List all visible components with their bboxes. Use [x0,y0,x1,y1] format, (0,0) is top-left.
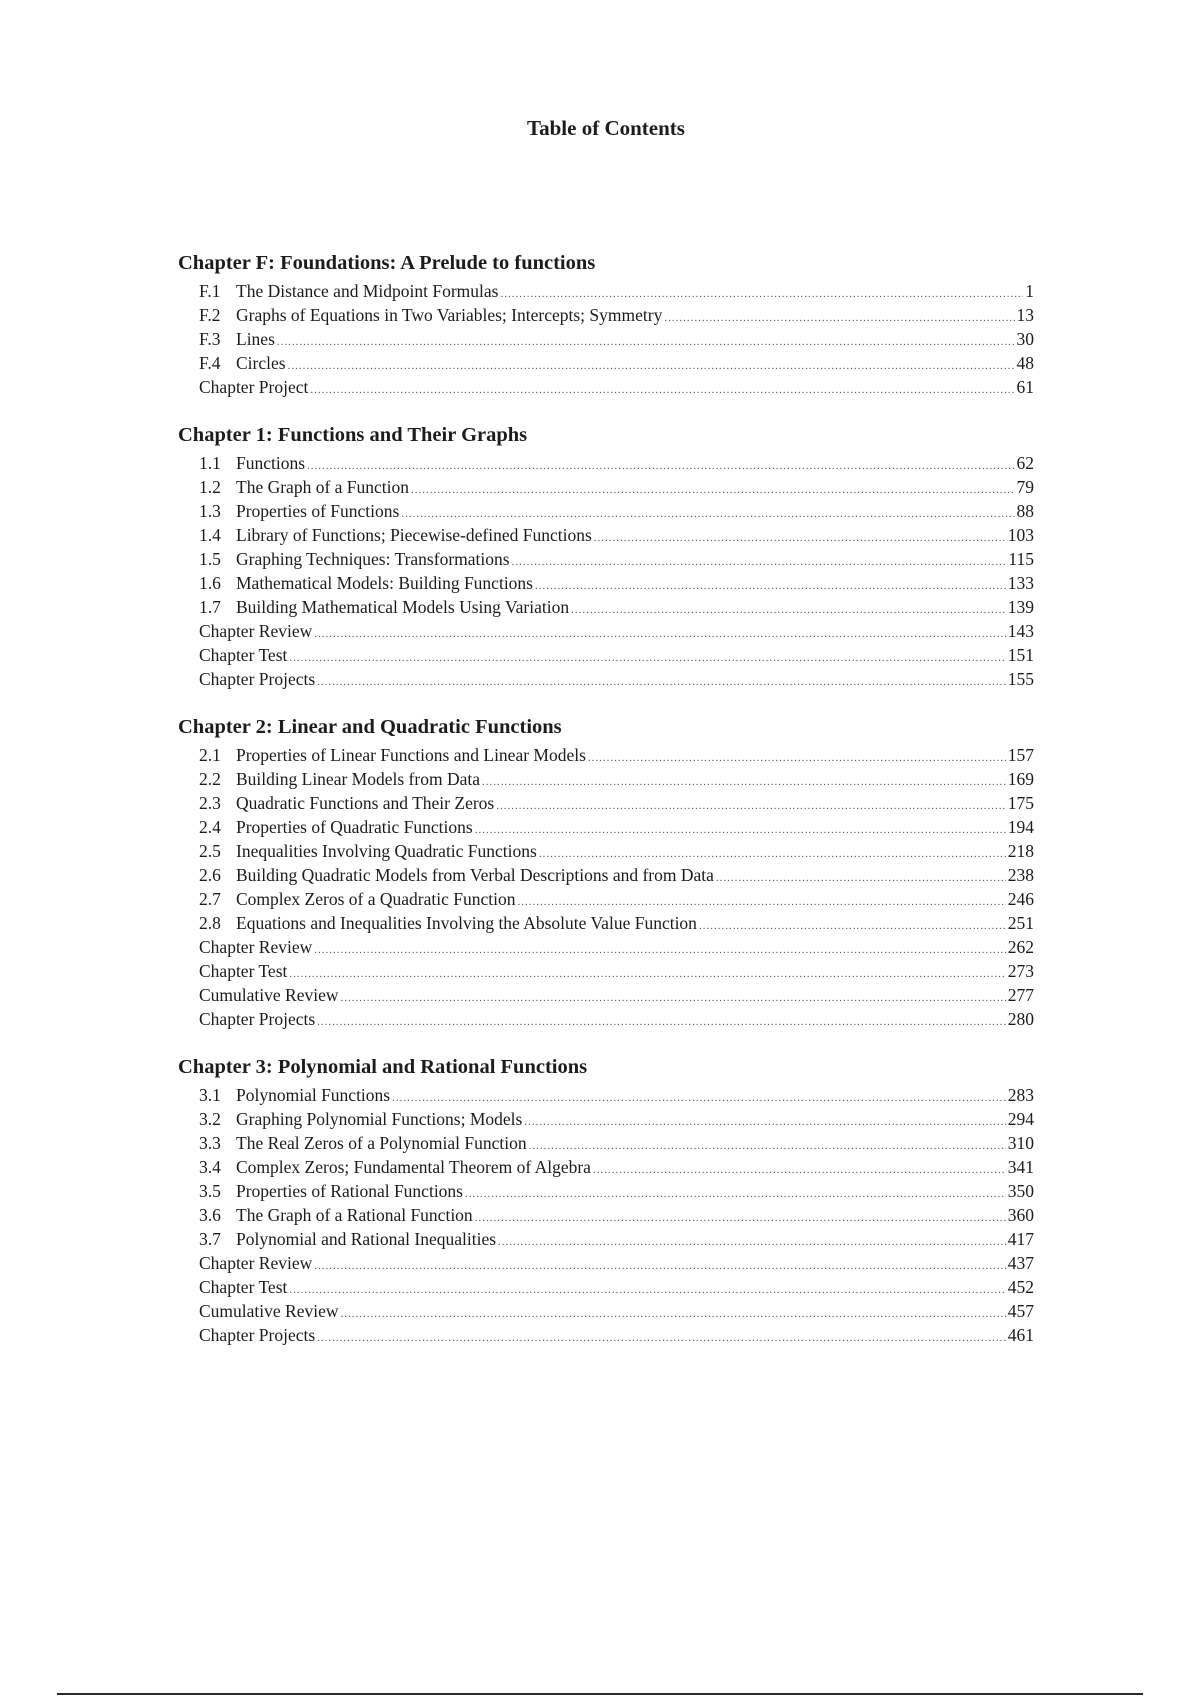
toc-entry[interactable] [178,1203,1034,1227]
page-number: 283 [1007,1085,1034,1105]
dot-leader [317,1326,1006,1350]
page-number: 88 [1016,501,1034,521]
dot-leader [529,1134,1006,1158]
page-number: 280 [1007,1009,1034,1029]
toc-entry[interactable] [178,1323,1034,1347]
section-number: 1.4 [199,525,221,545]
dot-leader [699,914,1006,938]
dot-leader [341,1302,1006,1326]
toc-entry[interactable] [178,791,1034,815]
section-title: Chapter Review [199,621,313,641]
chapter-section [178,249,1034,399]
section-title: Lines [236,329,275,349]
section-title: Polynomial and Rational Inequalities [236,1229,497,1249]
chapter-heading: Chapter 3: Polynomial and Rational Functions [178,1056,588,1078]
page-number: 157 [1007,745,1034,765]
section-title: Graphs of Equations in Two Variables; Intercepts; Symmetry [236,305,663,325]
page-number: 115 [1008,549,1034,569]
toc-entry[interactable] [178,499,1034,523]
dot-leader [307,454,1014,478]
section-number: 1.2 [199,477,221,497]
toc-entry[interactable] [178,327,1034,351]
dot-leader [465,1182,1006,1206]
page-number: 294 [1007,1109,1034,1129]
page-number: 30 [1016,329,1034,349]
page-number: 452 [1007,1277,1034,1297]
toc-entry[interactable] [178,1007,1034,1031]
section-title: Inequalities Involving Quadratic Functions [236,841,537,861]
toc-entry[interactable] [178,863,1034,887]
page-number: 246 [1007,889,1034,909]
page-number: 262 [1007,937,1034,957]
dot-leader [314,938,1006,962]
toc-entry[interactable] [178,1131,1034,1155]
toc-entry[interactable] [178,667,1034,691]
page-number: 143 [1007,621,1034,641]
section-number: 3.7 [199,1229,221,1249]
section-title: Circles [236,353,286,373]
section-number: 1.3 [199,501,221,521]
dot-leader [289,962,1005,986]
chapter-section [178,1053,1034,1347]
section-number: 3.3 [199,1133,221,1153]
dot-leader [716,866,1006,890]
page-number: 103 [1007,525,1034,545]
chapter-heading: Chapter 2: Linear and Quadratic Functions [178,716,562,738]
section-title: Complex Zeros of a Quadratic Function [236,889,516,909]
toc-entry[interactable] [178,1179,1034,1203]
section-title: Properties of Rational Functions [236,1181,463,1201]
page-number: 417 [1007,1229,1034,1249]
dot-leader [498,1230,1006,1254]
section-number: 1.7 [199,597,221,617]
section-number: 3.2 [199,1109,221,1129]
section-number: F.4 [199,353,221,373]
section-number: 2.3 [199,793,221,813]
toc-entry[interactable] [178,959,1034,983]
toc-entry[interactable] [178,743,1034,767]
section-title: Properties of Linear Functions and Linear Models [236,745,586,765]
section-number: 2.8 [199,913,221,933]
toc-entry[interactable] [178,911,1034,935]
section-title: Functions [236,453,306,473]
section-number: 1.5 [199,549,221,569]
toc-entry[interactable] [178,643,1034,667]
section-title: Building Quadratic Models from Verbal Descriptions and from Data [236,865,714,885]
toc-entry[interactable] [178,279,1034,303]
page-number: 437 [1007,1253,1034,1273]
section-title: The Distance and Midpoint Formulas [236,281,499,301]
page-number: 461 [1007,1325,1034,1345]
toc-entry[interactable] [178,475,1034,499]
dot-leader [314,622,1006,646]
toc-entry[interactable] [178,1299,1034,1323]
page-number: 151 [1007,645,1034,665]
dot-leader [524,1110,1005,1134]
page-number: 48 [1016,353,1034,373]
section-number: 2.7 [199,889,221,909]
page-number: 310 [1007,1133,1034,1153]
section-title: Chapter Projects [199,1325,316,1345]
section-title: The Graph of a Rational Function [236,1205,473,1225]
section-title: Graphing Techniques: Transformations [236,549,510,569]
page-number: 155 [1007,669,1034,689]
page-number: 13 [1016,305,1034,325]
section-number: F.1 [199,281,221,301]
page-number: 341 [1007,1157,1034,1177]
toc-entry[interactable] [178,1155,1034,1179]
table-of-contents [178,249,1034,1369]
section-title: The Graph of a Function [236,477,410,497]
section-title: Chapter Review [199,937,313,957]
page-number: 360 [1007,1205,1034,1225]
chapter-section [178,713,1034,1031]
dot-leader [482,770,1006,794]
toc-entry[interactable] [178,1083,1034,1107]
page-number: 62 [1016,453,1034,473]
page-number: 169 [1007,769,1034,789]
toc-entry[interactable] [178,351,1034,375]
section-title: Chapter Test [199,961,288,981]
dot-leader [594,526,1006,550]
section-number: 2.5 [199,841,221,861]
section-number: 3.1 [199,1085,221,1105]
section-number: 3.6 [199,1205,221,1225]
section-title: Properties of Functions [236,501,400,521]
page-number: 1 [1025,281,1034,301]
dot-leader [289,646,1005,670]
toc-entry[interactable] [178,1251,1034,1275]
page-number: 133 [1007,573,1034,593]
dot-leader [593,1158,1006,1182]
dot-leader [317,1010,1006,1034]
page-number: 457 [1007,1301,1034,1321]
section-number: 2.4 [199,817,221,837]
dot-leader [588,746,1006,770]
page-number: 139 [1007,597,1034,617]
toc-entry[interactable] [178,1107,1034,1131]
dot-leader [475,1206,1006,1230]
dot-leader [571,598,1006,622]
toc-entry[interactable] [178,595,1034,619]
section-title: Mathematical Models: Building Functions [236,573,533,593]
section-number: 2.2 [199,769,221,789]
toc-entry[interactable] [178,547,1034,571]
toc-entry[interactable] [178,935,1034,959]
toc-entry[interactable] [178,887,1034,911]
toc-entry[interactable] [178,451,1034,475]
dot-leader [277,330,1015,354]
page-number: 277 [1007,985,1034,1005]
section-number: 2.1 [199,745,221,765]
section-number: 2.6 [199,865,221,885]
section-title: The Real Zeros of a Polynomial Function [236,1133,527,1153]
toc-entry[interactable] [178,983,1034,1007]
section-title: Chapter Test [199,1277,288,1297]
dot-leader [411,478,1014,502]
page-number: 273 [1007,961,1034,981]
section-title: Graphing Polynomial Functions; Models [236,1109,523,1129]
section-title: Polynomial Functions [236,1085,391,1105]
section-title: Chapter Projects [199,1009,316,1029]
section-title: Equations and Inequalities Involving the Absolute Value Function [236,913,697,933]
page-number: 350 [1007,1181,1034,1201]
section-title: Building Linear Models from Data [236,769,480,789]
page-title: Table of Contents [527,116,685,140]
dot-leader [475,818,1006,842]
chapter-heading: Chapter 1: Functions and Their Graphs [178,424,528,446]
section-title: Chapter Review [199,1253,313,1273]
toc-entry[interactable] [178,523,1034,547]
dot-leader [341,986,1006,1010]
page-number: 79 [1016,477,1034,497]
dot-leader [288,354,1015,378]
page-number: 175 [1007,793,1034,813]
section-title: Cumulative Review [199,1301,339,1321]
dot-leader [496,794,1006,818]
dot-leader [664,306,1014,330]
footer-divider [57,1693,1143,1695]
dot-leader [535,574,1006,598]
dot-leader [317,670,1006,694]
section-number: 1.6 [199,573,221,593]
toc-entry[interactable] [178,303,1034,327]
dot-leader [289,1278,1005,1302]
page-number: 194 [1007,817,1034,837]
page-number: 251 [1007,913,1034,933]
section-title: Chapter Project [199,377,309,397]
toc-entry[interactable] [178,767,1034,791]
toc-entry[interactable] [178,619,1034,643]
toc-entry[interactable] [178,839,1034,863]
section-title: Cumulative Review [199,985,339,1005]
section-number: 1.1 [199,453,221,473]
chapter-section [178,421,1034,691]
section-number: F.2 [199,305,221,325]
page-number: 218 [1007,841,1034,861]
dot-leader [310,378,1014,402]
chapter-heading: Chapter F: Foundations: A Prelude to functions [178,252,596,274]
dot-leader [314,1254,1006,1278]
section-number: 3.5 [199,1181,221,1201]
section-title: Complex Zeros; Fundamental Theorem of Algebra [236,1157,591,1177]
section-title: Building Mathematical Models Using Variation [236,597,570,617]
toc-entry[interactable] [178,571,1034,595]
page-number: 238 [1007,865,1034,885]
section-title: Library of Functions; Piecewise-defined Functions [236,525,592,545]
toc-entry[interactable] [178,815,1034,839]
section-title: Chapter Test [199,645,288,665]
dot-leader [512,550,1007,574]
section-title: Chapter Projects [199,669,316,689]
toc-entry[interactable] [178,1227,1034,1251]
page-number: 61 [1016,377,1034,397]
section-number: F.3 [199,329,221,349]
toc-entry[interactable] [178,1275,1034,1299]
section-title: Properties of Quadratic Functions [236,817,473,837]
toc-entry[interactable] [178,375,1034,399]
section-title: Quadratic Functions and Their Zeros [236,793,495,813]
section-number: 3.4 [199,1157,221,1177]
